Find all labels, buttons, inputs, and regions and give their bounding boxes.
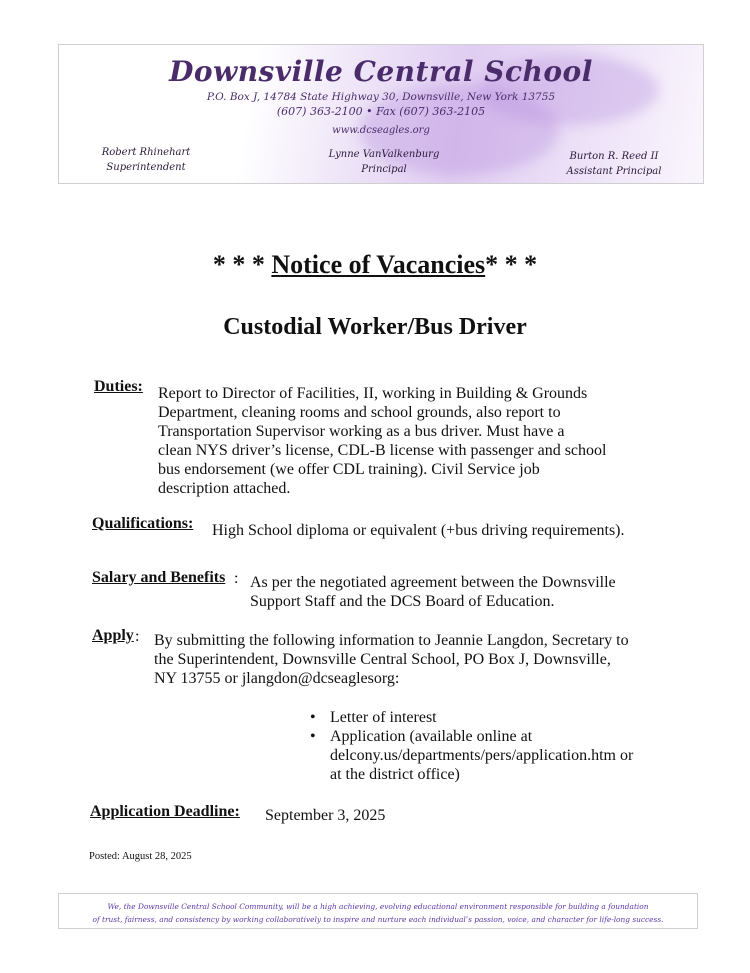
school-website: www.dcseagles.org xyxy=(332,125,430,136)
notice-suffix: * * * xyxy=(485,250,538,279)
person-name: Lynne VanValkenburg xyxy=(328,149,440,160)
posted-date: Posted: August 28, 2025 xyxy=(89,851,192,862)
qualifications-label: Qualifications: xyxy=(92,515,194,532)
salary-text xyxy=(250,573,680,611)
list-item xyxy=(308,708,668,727)
deadline-value: September 3, 2025 xyxy=(265,807,386,824)
duties-line: description attached. xyxy=(158,480,291,497)
duties-line: Report to Director of Facilities, II, working in Building & Grounds xyxy=(158,385,588,402)
school-phones: (607) 363-2100 • Fax (607) 363-2105 xyxy=(276,105,486,118)
list-item-line: • Application (available online at xyxy=(330,728,533,745)
mission-line: We, the Downsville Central School Community, will be a high achieving, evolving educational environment responsible for building a foundation xyxy=(107,902,649,911)
notice-heading xyxy=(0,250,750,280)
salary-line: As per the negotiated agreement between the Downsville xyxy=(250,574,616,591)
duties-label: Duties: xyxy=(94,378,143,395)
qualifications-text: High School diploma or equivalent (+bus driving requirements). xyxy=(212,522,625,539)
superintendent-block xyxy=(81,145,211,175)
duties-line: bus endorsement (we offer CDL training). Civil Service job xyxy=(158,461,540,478)
apply-line: NY 13755 or jlangdon@dcseaglesorg: xyxy=(154,670,400,687)
list-item-line: • Letter of interest xyxy=(330,709,437,726)
deadline-label: Application Deadline: xyxy=(90,803,240,820)
duties-text xyxy=(158,384,678,498)
salary-colon: : xyxy=(234,570,239,587)
assistant-principal-block xyxy=(539,149,689,179)
notice-title: Notice of Vacancies xyxy=(271,250,486,279)
person-title: Superintendent xyxy=(106,162,186,173)
list-item xyxy=(308,727,668,784)
school-name: Downsville Central School xyxy=(169,55,593,88)
salary-line: Support Staff and the DCS Board of Education. xyxy=(250,593,555,610)
principal-block xyxy=(304,147,464,177)
letterhead xyxy=(58,44,704,184)
list-item-line: at the district office) xyxy=(330,766,460,783)
duties-line: Transportation Supervisor working as a bus driver. Must have a xyxy=(158,423,565,440)
person-title: Assistant Principal xyxy=(566,166,662,177)
apply-line: the Superintendent, Downsville Central School, PO Box J, Downsville, xyxy=(154,651,611,668)
apply-colon: : xyxy=(135,628,140,645)
mission-line: of trust, fairness, and consistency by working collaboratively to inspire and nurture each individual’s passion, voice, and character for life-long success. xyxy=(92,915,664,924)
person-title: Principal xyxy=(361,164,407,175)
list-item-line: delcony.us/departments/pers/application.htm or xyxy=(330,747,634,764)
position-title: Custodial Worker/Bus Driver xyxy=(223,314,527,340)
duties-line: Department, cleaning rooms and school grounds, also report to xyxy=(158,404,561,421)
apply-line: By submitting the following information to Jeannie Langdon, Secretary to xyxy=(154,632,629,649)
mission-statement xyxy=(58,893,698,929)
salary-label: Salary and Benefits xyxy=(92,569,226,586)
duties-line: clean NYS driver’s license, CDL-B license with passenger and school xyxy=(158,442,607,459)
application-materials-list xyxy=(308,708,668,784)
person-name: Burton R. Reed II xyxy=(569,151,659,162)
person-name: Robert Rhinehart xyxy=(101,147,191,158)
apply-label: Apply xyxy=(92,627,134,644)
school-address: P.O. Box J, 14784 State Highway 30, Downsville, New York 13755 xyxy=(206,91,556,103)
apply-text xyxy=(154,631,694,688)
notice-prefix: * * * xyxy=(212,250,272,279)
